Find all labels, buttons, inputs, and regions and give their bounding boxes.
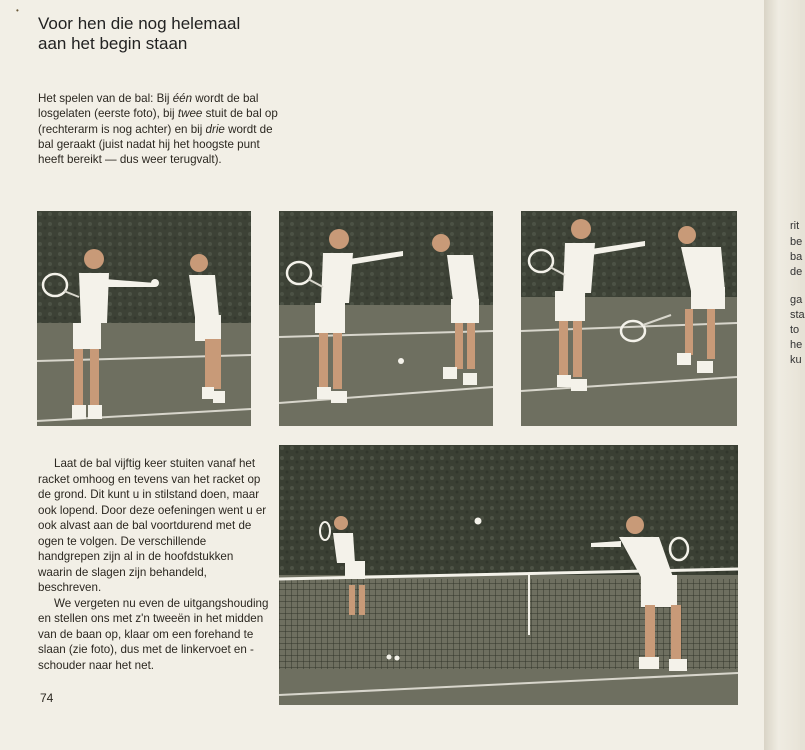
page-speck: • [16,6,19,15]
heading-line-1: Voor hen die nog helemaal [38,14,241,33]
next-page-fragment-1: rit [790,220,800,232]
caption-emphasis-1: één [172,92,193,105]
photo-ball-released [37,211,251,426]
body-paragraph-1: Laat de bal vijftig keer stuiten vanaf het racket omhoog en tevens van het racket op de grond. Dit kunt u in stilstand doen, maar ook lopend. Door deze oefeningen went u er ook alvast aan de bal voortdurend met de ogen te volgen. De verschillende handgrepen zijn al in de hoofdstukken waarin de slagen zijn behandeld, beschreven. [38,457,267,594]
next-page-fragment-10: ku [790,354,802,366]
body-paragraph-2: We vergeten nu even de uitgangshouding en stellen ons met z'n tweeën in het midden van de baan op, klaar om een forehand te slaan (zie foto), dus met de linkervoet en -schouder naar het net. [38,596,269,672]
next-page-fragment-6: ga [790,294,803,306]
page-gutter [764,0,803,750]
caption-text-2: wordt de bal losgelaten (eerste foto), bij [38,92,259,121]
next-page-fragment-2: be [790,236,803,248]
caption-text-1: Het spelen van de bal: Bij [38,92,173,105]
photo-forehand-at-net [279,445,738,705]
page-number: 74 [40,691,54,705]
heading-line-2: aan het begin staan [38,34,188,53]
caption-text-3: stuit de bal op (rechterarm is nog achter) en bij [38,107,278,136]
caption-emphasis-3: drie [205,122,225,136]
page-heading [38,14,378,54]
next-page-fragment-7: sta [790,309,805,321]
next-page-fragment-9: he [790,339,803,351]
photo-caption [38,91,288,167]
next-page-fragment-3: ba [790,251,803,263]
photo-ball-bounces [279,211,493,426]
body-text [38,456,270,673]
caption-text-4: wordt de bal geraakt (juist nadat hij het hoogste punt heeft bereikt — dus weer terugvalt). [38,122,273,167]
photo-ball-hit [521,211,737,426]
next-page-fragment-8: to [790,324,800,336]
next-page-fragment-4: de [790,266,803,278]
caption-emphasis-2: twee [177,107,203,121]
